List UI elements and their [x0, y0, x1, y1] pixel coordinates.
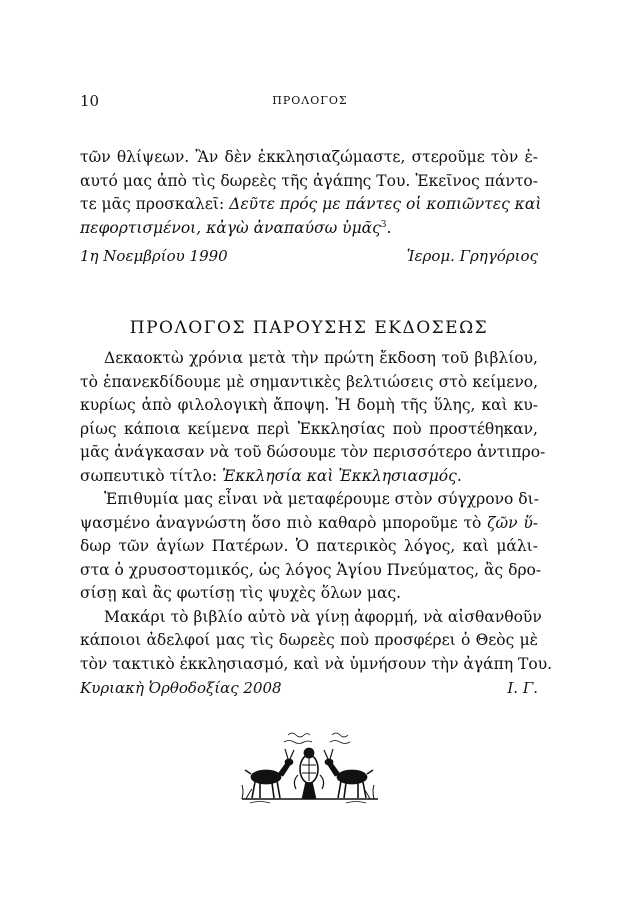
- text-line: Μακάρι τὸ βιβλίο αὐτὸ νὰ γίνῃ ἀφορμή, νὰ αἰσθανθοῦν: [104, 607, 542, 626]
- page-header: [80, 92, 540, 114]
- text-line: [80, 512, 538, 536]
- scripture-quote: Δεῦτε πρός με πάντες οἱ κοπιῶντες καὶ: [229, 195, 542, 213]
- deer-fountain-ornament-icon: [236, 729, 384, 807]
- text-line: κάποιοι ἀδελφοί μας τὶς δωρεὲς ποὺ προσφέρει ὁ Θεὸς μὲ: [80, 631, 538, 649]
- footnote-marker: 3: [380, 219, 387, 230]
- text-line: [80, 217, 538, 241]
- text-line: τὸν τακτικὸ ἐκκλησιασμό, καὶ νὰ ὑμνήσουν τὴν ἀγάπη Του.: [80, 654, 553, 673]
- text-line: δωρ τῶν ἁγίων Πατέρων. Ὁ πατερικὸς λόγος, καὶ μάλι-: [80, 537, 538, 555]
- text-line: σίσῃ καὶ ἂς φωτίσῃ τὶς ψυχὲς ὅλων μας.: [80, 584, 402, 602]
- line-end-punct: .: [386, 218, 392, 237]
- text-line: [80, 465, 538, 489]
- paragraph-2: [80, 488, 542, 606]
- text-line: Δεκαοκτὼ χρόνια μετὰ τὴν πρώτη ἔκδοση τοῦ βιβλίου,: [104, 349, 538, 367]
- text-line: ρίως κάποια κείμενα περὶ Ἐκκλησίας ποὺ προστέθηκαν,: [80, 419, 538, 438]
- text-line: αυτό μας ἀπὸ τὶς δωρεὲς τῆς ἀγάπης Του. Ἐκεῖνος πάντο-: [80, 171, 538, 190]
- text-line: μᾶς ἀνάγκασαν νὰ τοῦ δώσουμε τὸν περισσότερο ἀντιπρο-: [80, 443, 546, 461]
- text-line-start: σωπευτικὸ τίτλο:: [80, 466, 222, 485]
- text-line: στα ὁ χρυσοστομικός, ὡς λόγος Ἁγίου Πνεύματος, ἂς δρο-: [80, 560, 542, 579]
- section-title: ΠΡΟΛΟΓΟΣ ΠΑΡΟΥΣΗΣ ΕΚΔΟΣΕΩΣ: [129, 318, 489, 338]
- scripture-quote-end: πεφορτισμένοι, κἀγὼ ἀναπαύσω ὑμᾶς: [80, 218, 381, 237]
- paragraph-3: [80, 606, 553, 677]
- living-water-phrase: ζῶν ὕ-: [487, 513, 538, 532]
- signature-author: Ι. Γ.: [507, 679, 538, 697]
- signature-author: Ἱερομ. Γρηγόριος: [406, 247, 538, 265]
- text-line-start: τε μᾶς προσκαλεῖ:: [80, 195, 230, 213]
- text-line: [80, 193, 542, 217]
- text-line: Ἐπιθυμία μας εἶναι νὰ μεταφέρουμε στὸν σύγχρονο δι-: [104, 490, 539, 508]
- running-head: ΠΡΟΛΟΓΟΣ: [272, 94, 348, 107]
- continued-paragraph: [80, 146, 542, 240]
- signature-date: 1η Νοεμβρίου 1990: [80, 247, 228, 265]
- text-line-start: ψασμένο ἀναγνώστη ὅσο πιὸ καθαρὸ μποροῦμε τὸ: [80, 513, 488, 532]
- text-line: τὸ ἐπανεκδίδουμε μὲ σημαντικὲς βελτιώσεις στὸ κείμενο,: [80, 372, 538, 391]
- signature-date: Κυριακὴ Ὀρθοδοξίας 2008: [80, 679, 282, 697]
- book-title: Ἐκκλησία καὶ Ἐκκλησιασμός: [222, 466, 457, 485]
- text-line: τῶν θλίψεων. Ἂν δὲν ἐκκλησιαζώμαστε, στεροῦμε τὸν ἑ-: [80, 148, 538, 166]
- text-line: κυρίως ἀπὸ φιλολογικὴ ἄποψη. Ἡ δομὴ τῆς ὕλης, καὶ κυ-: [80, 396, 538, 414]
- line-end-punct: .: [456, 466, 462, 485]
- page-number: 10: [80, 92, 100, 110]
- paragraph-1: [80, 347, 546, 488]
- preface-body: [80, 347, 553, 676]
